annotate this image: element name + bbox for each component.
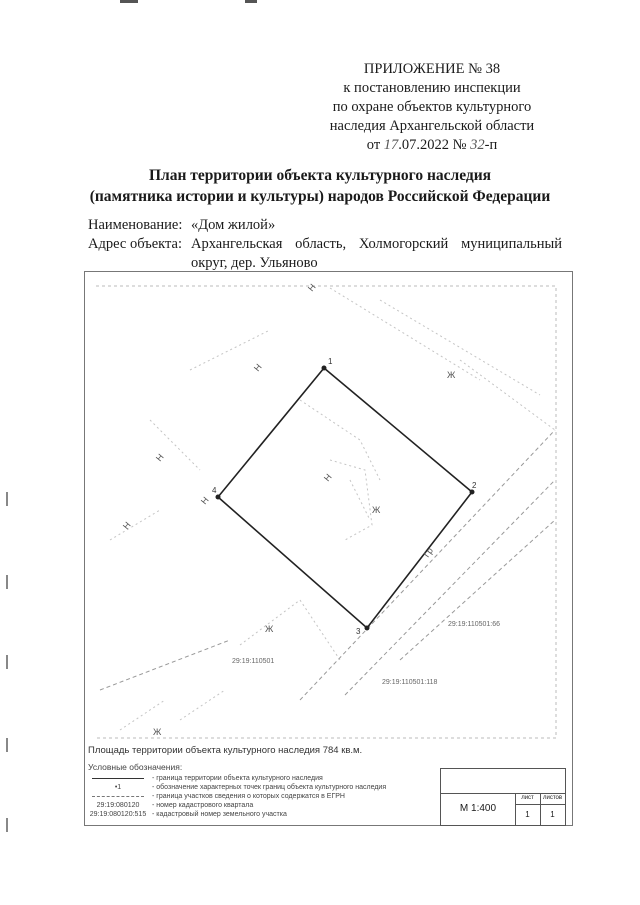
plan-inner-dashed-frame: [96, 286, 556, 738]
label-residential: Ж: [153, 727, 162, 737]
appendix-line: наследия Архангельской области: [329, 118, 535, 134]
context-lines: [110, 288, 555, 730]
legend-item-text: - номер кадастрового квартала: [152, 802, 254, 809]
boundary-point-1: [322, 366, 327, 371]
boundary-point-4: [216, 495, 221, 500]
scale-label: М 1:400: [441, 793, 516, 825]
sheet-cell: [515, 793, 541, 825]
legend-parcel-symbol: [92, 796, 144, 797]
sheet-value: 1: [525, 810, 530, 819]
date-rest: .07.2022 №: [398, 137, 467, 153]
title-line-2: (памятника истории и культуры) народов Российской Федерации: [89, 188, 551, 205]
title-line-1: План территории объекта культурного наследия: [148, 167, 492, 184]
object-name-label: Наименование:: [88, 217, 183, 233]
date-day: 17: [383, 137, 399, 153]
legend-quarter-symbol: 29:19:080120: [96, 802, 140, 809]
title-block: [440, 768, 566, 826]
cadastral-parcel-number: 29:19:110501:66: [448, 621, 501, 628]
territory-boundary: [218, 368, 472, 628]
legend-item: [88, 810, 438, 819]
object-name-value: «Дом жилой»: [191, 217, 276, 233]
label-boundary-gr: Гр: [421, 545, 436, 560]
legend-point-symbol: •1: [114, 784, 122, 791]
label-nonresidential: Н: [120, 519, 133, 532]
label-nonresidential: Н: [251, 361, 264, 374]
legend-item: [88, 774, 438, 783]
legend-parcel-number-symbol: 29:19:080120:515: [89, 811, 147, 818]
legend-item-text: - кадастровый номер земельного участка: [152, 811, 287, 818]
date-prefix: от: [366, 137, 381, 153]
boundary-point-label: 4: [212, 486, 217, 495]
object-address-value: Архангельская область, Холмогорский муниципальный округ, дер. Ульяново: [191, 236, 562, 271]
decree-suffix: -п: [484, 137, 498, 153]
label-residential: Ж: [447, 370, 456, 380]
cadastral-parcel-number: 29:19:110501:118: [382, 679, 438, 686]
legend-title: Условные обозначения:: [88, 762, 183, 772]
boundary-point-3: [365, 626, 370, 631]
label-nonresidential: Н: [153, 451, 166, 464]
label-residential: Ж: [372, 505, 381, 515]
object-address-label: Адрес объекта:: [88, 236, 182, 252]
legend-item: [88, 783, 438, 792]
boundary-point-label: 2: [472, 481, 477, 490]
title-block-top: [441, 769, 565, 794]
appendix-line: к постановлению инспекции: [343, 80, 521, 96]
legend-item: [88, 801, 438, 810]
sheet-label: лист: [515, 793, 540, 805]
sheets-value: 1: [550, 810, 555, 819]
appendix-line: ПРИЛОЖЕНИЕ № 38: [363, 61, 501, 77]
boundary-point-2: [470, 490, 475, 495]
decree-number: 32: [470, 137, 485, 153]
boundary-point-label: 1: [328, 357, 333, 366]
sheets-cell: [540, 793, 565, 825]
area-text: Площадь территории объекта культурного наследия 784 кв.м.: [88, 745, 363, 756]
parcel-boundaries: [100, 430, 555, 700]
legend-item-text: - обозначение характерных точек границ объекта культурного наследия: [152, 784, 387, 791]
appendix-line: по охране объектов культурного: [332, 99, 532, 115]
sheets-label: листов: [540, 793, 565, 805]
label-residential: Ж: [265, 624, 274, 634]
boundary-point-label: 3: [356, 627, 361, 636]
legend-item-text: - граница участков сведения о которых содержатся в ЕГРН: [152, 793, 345, 800]
legend-boundary-symbol: [92, 778, 144, 779]
legend-item: [88, 792, 438, 801]
label-nonresidential: Н: [305, 281, 318, 294]
label-nonresidential: Н: [321, 471, 334, 484]
cadastral-quarter-number: 29:19:110501: [232, 658, 275, 665]
legend-item-text: - граница территории объекта культурного наследия: [152, 775, 323, 782]
label-nonresidential: Н: [198, 494, 211, 507]
